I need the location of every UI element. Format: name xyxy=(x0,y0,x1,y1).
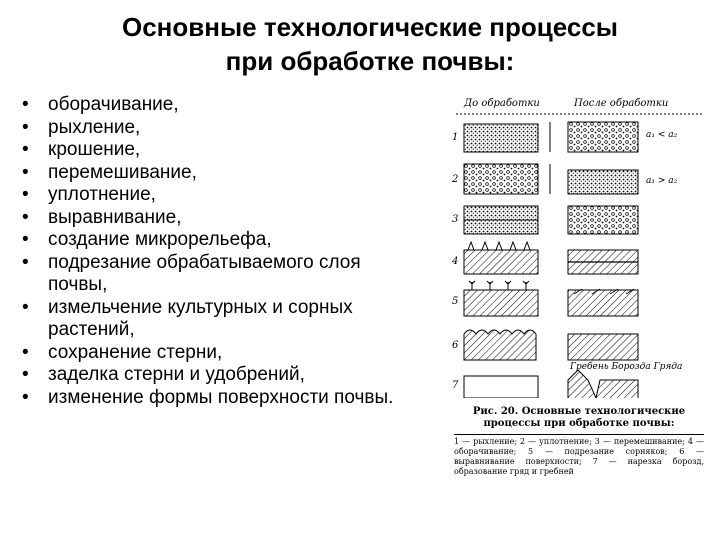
figure-caption xyxy=(454,406,704,477)
list-item: • оборачивание, xyxy=(22,94,179,115)
list-item: • изменение формы поверхности почвы. xyxy=(22,386,394,408)
figure-drawing xyxy=(450,98,712,398)
bullet-icon: • xyxy=(22,184,29,205)
annotation-row1: a₁ < a₂ xyxy=(646,130,678,140)
bullet-icon: • xyxy=(22,364,29,385)
list-item: • уплотнение, xyxy=(22,184,156,205)
bullet-icon: • xyxy=(22,139,29,160)
row-number: 3 xyxy=(452,214,459,225)
bullet-icon: • xyxy=(22,341,29,363)
title-line-2: при обработке почвы: xyxy=(225,46,515,76)
row-number: 4 xyxy=(452,256,459,267)
bullet-icon: • xyxy=(22,161,29,183)
row-number: 6 xyxy=(452,340,459,351)
list-item: • измельчение культурных и сорных растений, xyxy=(22,296,353,340)
bullet-icon: • xyxy=(22,296,29,318)
caption-legend: 1 — рыхление; 2 — уплотнение; 3 — перемешивание; 4 — оборачивание; 5 — подрезание сорняков; 6 — выравнивание поверхности; 7 — нарезка борозд, образование гряд и гребней xyxy=(454,434,704,477)
process-list xyxy=(18,94,408,409)
row-number: 7 xyxy=(452,380,459,391)
bullet-icon: • xyxy=(22,229,29,250)
bullet-icon: • xyxy=(22,386,29,408)
slide-title xyxy=(40,10,700,78)
header-before: До обработки xyxy=(464,98,540,109)
bullet-icon: • xyxy=(22,206,29,228)
bullet-icon: • xyxy=(22,94,29,115)
list-item: • выравнивание, xyxy=(22,206,182,228)
list-item: • создание микрорельефа, xyxy=(22,229,272,250)
soil-processes-figure xyxy=(450,98,712,498)
annotation-row2: a₁ > a₂ xyxy=(646,176,678,186)
bullet-icon: • xyxy=(22,251,29,273)
header-after: После обработки xyxy=(574,98,669,109)
list-item: • рыхление, xyxy=(22,116,141,138)
list-item: • заделка стерни и удобрений, xyxy=(22,364,305,385)
caption-title: Рис. 20. Основные технологические процессы при обработке почвы: xyxy=(472,406,686,429)
bullet-icon: • xyxy=(22,116,29,138)
list-item: • подрезание обрабатываемого слоя почвы, xyxy=(22,251,361,295)
row-number: 1 xyxy=(452,132,459,143)
row-number: 2 xyxy=(452,174,459,185)
title-line-1: Основные технологические процессы xyxy=(121,12,618,42)
row-number: 5 xyxy=(452,296,459,307)
annotation-row7: Гребень Борозда Гряда xyxy=(570,362,683,372)
list-item: • крошение, xyxy=(22,139,141,160)
list-item: • сохранение стерни, xyxy=(22,341,223,363)
list-item: • перемешивание, xyxy=(22,161,197,183)
